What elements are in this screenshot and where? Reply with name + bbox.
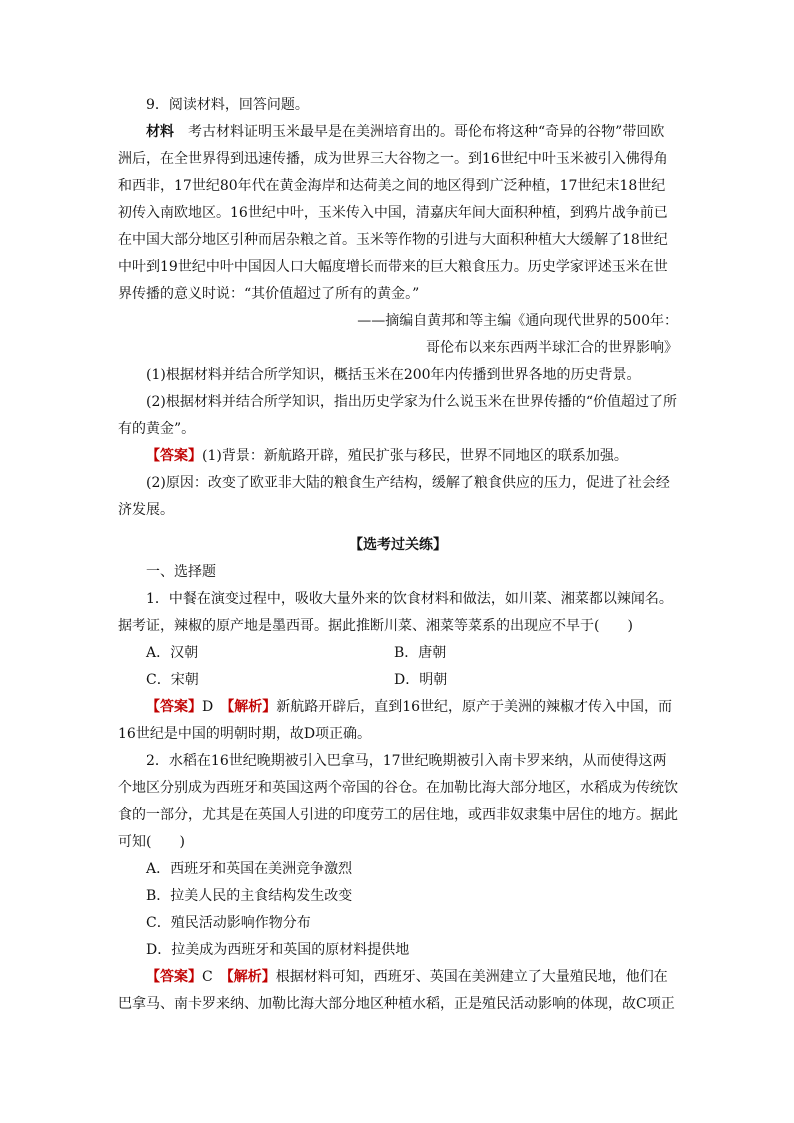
q2-answer-value: C bbox=[202, 969, 213, 985]
q9-source-line1: ——摘编自黄邦和等主编《通向现代世界的500年： bbox=[357, 313, 678, 329]
q9-source-line2: 哥伦布以来东西两半球汇合的世界影响》 bbox=[426, 340, 678, 356]
q9-material-text: 考古材料证明玉米最早是在美洲培育出的。哥伦布将这种“奇异的谷物”带回欧洲后，在全世界得到迅速传播，成为世界三大谷物之一。到16世纪中叶玉米被引入佛得角和西非，17世纪80年代在黄金海岸和达荷美之间的地区得到广泛种植，17世纪末18世纪初传入南欧地区。16世纪中叶，玉米传入中国，清嘉庆年间大面积种植，到鸦片战争前已在中国大部分地区引种而居杂粮之首。玉米等作物的引进与大面积种植大大缓解了18世纪中叶到19世纪中叶中国因人口大幅度增长而带来的巨大粮食压力。历史学家评述玉米在世界传播的意义时说：“其价值超过了所有的黄金。” bbox=[118, 124, 668, 302]
q2-analysis-tag: 【解析】 bbox=[226, 969, 276, 985]
q2-option-c: C．殖民活动影响作物分布 bbox=[146, 915, 311, 931]
section-part: 一、选择题 bbox=[146, 564, 216, 580]
q9-answer1 bbox=[118, 443, 678, 470]
q1-stem: 1．中餐在演变过程中，吸收大量外来的饮食材料和做法，如川菜、湘菜都以辣闻名。据考证，辣椒的原产地是墨西哥。据此推断川菜、湘菜等菜系的出现应不早于( ) bbox=[118, 591, 673, 634]
q9-sub1: (1)根据材料并结合所学知识，概括玉米在200年内传播到世界各地的历史背景。 bbox=[146, 367, 641, 383]
q1-option-b: B．唐朝 bbox=[394, 645, 447, 661]
q1-answer-tag: 【答案】 bbox=[146, 699, 202, 715]
q9-material bbox=[118, 119, 678, 308]
q1-option-d: D．明朝 bbox=[394, 672, 448, 688]
q2-option-b: B．拉美人民的主食结构发生改变 bbox=[146, 888, 353, 904]
q2-stem: 2．水稻在16世纪晚期被引入巴拿马，17世纪晚期被引入南卡罗来纳，从而使得这两个地区分别成为西班牙和英国这两个帝国的谷仓。在加勒比海大部分地区，水稻成为传统饮食的一部分，尤其是在英国人引进的印度劳工的居住地，或西非奴隶集中居住的地方。据此可知( ) bbox=[118, 753, 678, 850]
q1-answer-value: D bbox=[202, 699, 214, 715]
q1-analysis-text: 新航路开辟后，直到16世纪，原产于美洲的辣椒才传入中国，而16世纪是中国的明朝时期，故D项正确。 bbox=[118, 699, 673, 742]
q1-option-a: A．汉朝 bbox=[146, 645, 199, 661]
q2-option-d: D．拉美成为西班牙和英国的原材料提供地 bbox=[146, 942, 410, 958]
q1-options-row2 bbox=[118, 667, 678, 694]
q9-sub2: (2)根据材料并结合所学知识，指出历史学家为什么说玉米在世界传播的“价值超过了所有的黄金”。 bbox=[118, 394, 677, 437]
q9-answer2: (2)原因：改变了欧亚非大陆的粮食生产结构，缓解了粮食供应的压力，促进了社会经济发展。 bbox=[118, 475, 670, 518]
q9-answer-tag: 【答案】 bbox=[146, 448, 202, 464]
q1-options-row1 bbox=[118, 640, 678, 667]
q1-option-c: C．宋朝 bbox=[146, 672, 199, 688]
q1-analysis-tag: 【解析】 bbox=[227, 699, 277, 715]
q2-option-a: A．西班牙和英国在美洲竞争激烈 bbox=[146, 861, 353, 877]
q1-answer bbox=[118, 694, 678, 748]
q9-title: 9．阅读材料，回答问题。 bbox=[146, 97, 309, 113]
q2-analysis-text: 根据材料可知，西班牙、英国在美洲建立了大量殖民地，他们在巴拿马、南卡罗来纳、加勒比海大部分地区种植水稻，正是殖民活动影响的体现，故C项正 bbox=[118, 969, 675, 1012]
document-content bbox=[118, 92, 678, 1018]
q2-answer-tag: 【答案】 bbox=[146, 969, 202, 985]
section-title: 【选考过关练】 bbox=[349, 537, 447, 553]
q9-answer1-text: (1)背景：新航路开辟，殖民扩张与移民，世界不同地区的联系加强。 bbox=[202, 448, 628, 464]
q2-answer bbox=[118, 964, 678, 1018]
q9-material-label: 材料 bbox=[146, 124, 174, 140]
